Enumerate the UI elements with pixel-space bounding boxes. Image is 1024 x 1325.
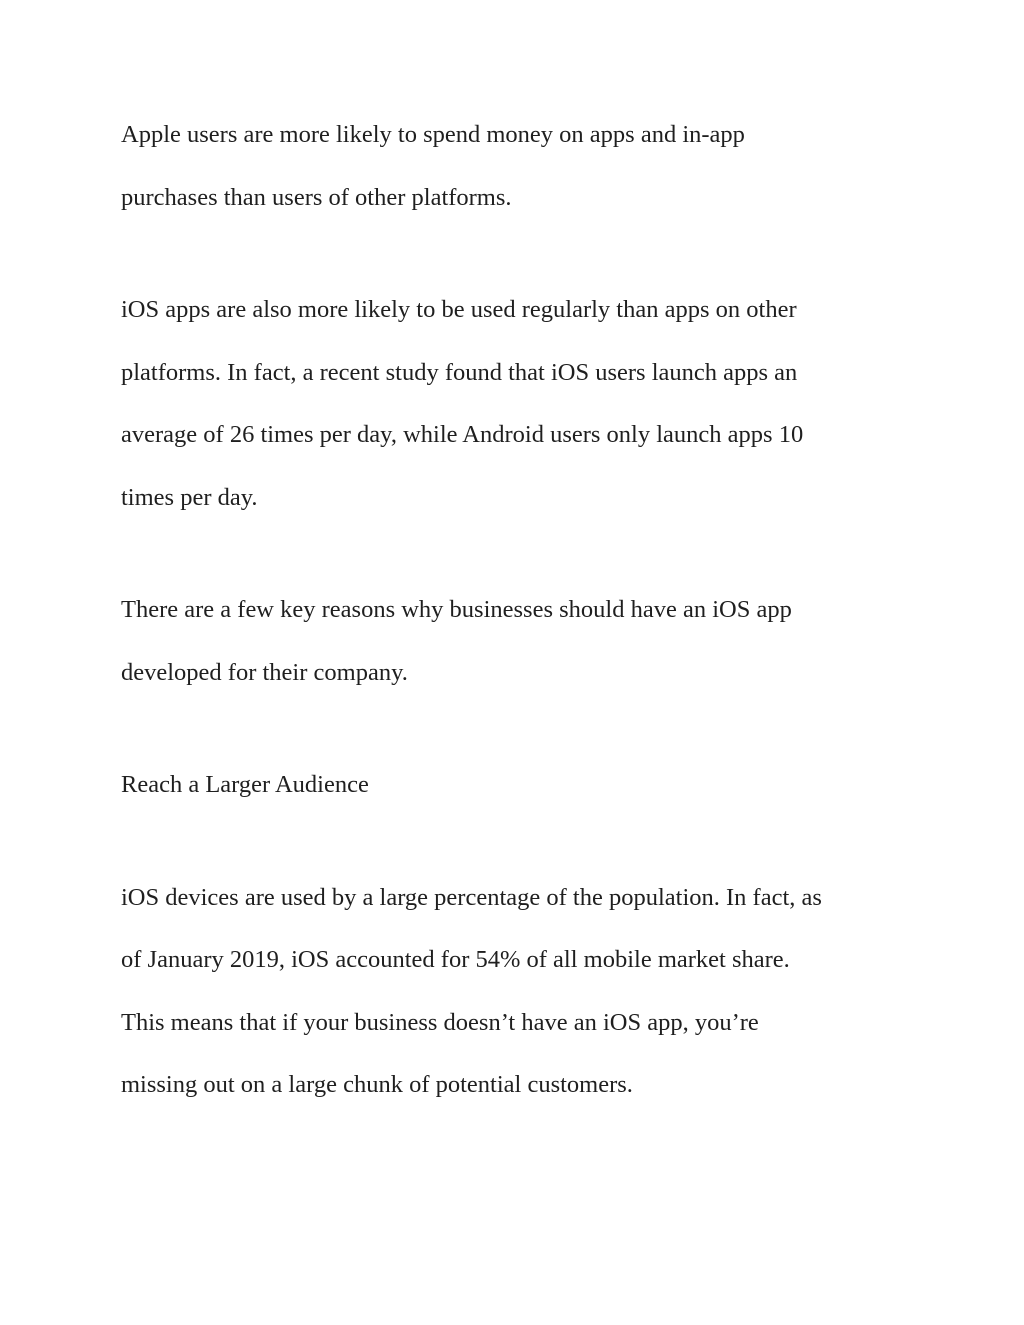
paragraph-usage xyxy=(121,279,921,529)
text-line: iOS apps are also more likely to be used regularly than apps on other xyxy=(121,296,797,323)
paragraph-audience xyxy=(121,867,921,1117)
paragraph-reasons xyxy=(121,579,921,704)
section-heading xyxy=(121,754,921,817)
text-line: Apple users are more likely to spend money on apps and in-app xyxy=(121,121,745,148)
heading-text: Reach a Larger Audience xyxy=(121,771,369,798)
text-line: iOS devices are used by a large percentage of the population. In fact, as xyxy=(121,883,822,911)
text-line: platforms. In fact, a recent study found that iOS users launch apps an xyxy=(121,358,798,386)
text-line: of January 2019, iOS accounted for 54% of all mobile market share. xyxy=(121,946,790,973)
text-line: average of 26 times per day, while Android users only launch apps 10 xyxy=(121,421,804,448)
text-line: purchases than users of other platforms. xyxy=(121,183,512,211)
text-line: This means that if your business doesn’t have an iOS app, you’re xyxy=(121,1008,759,1036)
document-page xyxy=(121,104,921,1167)
text-line: There are a few key reasons why businesses should have an iOS app xyxy=(121,596,792,623)
text-line: missing out on a large chunk of potential customers. xyxy=(121,1071,633,1098)
text-line: developed for their company. xyxy=(121,658,408,686)
paragraph-spending xyxy=(121,104,921,229)
text-line: times per day. xyxy=(121,483,258,511)
